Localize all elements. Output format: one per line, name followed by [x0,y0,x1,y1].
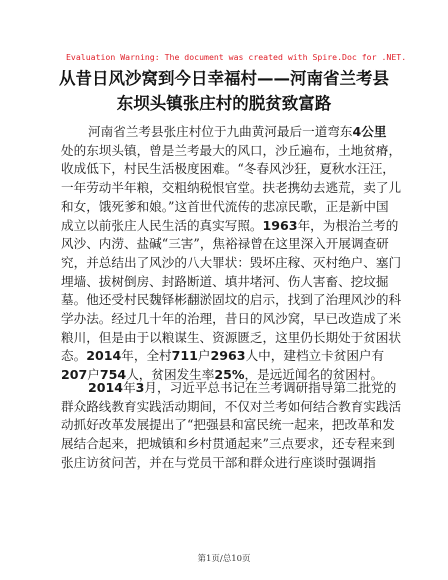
text-run: 墓。他还受村民魏铎彬翻淤固坟的启示，找到了治理风沙的科 [61,292,402,308]
paragraph-2-line [61,417,395,433]
text-run: 和女，饿死爹和娘。”这首世代流传的悲凉民歌，正是新中国 [61,198,389,214]
text-run: 成立以前张庄人民生活的真实写照。 [61,217,263,233]
text-run: 究，并总结出了风沙的八大罪状：毁坏庄稼、灭村绝户、塞门 [61,254,402,270]
paragraph-2-line [61,399,401,415]
text-run: 埋墙、拔树倒房、封路断道、填井堵河、伤人害畜、挖坟掘 [61,273,389,289]
text-run: 态。 [61,348,87,364]
bold-number: 207 [61,367,88,383]
bold-number: 711 [171,348,198,364]
paragraph-1-line [61,143,401,159]
document-title-line-2: 东坝头镇张庄村的脱贫致富路 [116,94,332,113]
paragraph-1-line [61,311,401,327]
bold-number: 4公里 [352,124,387,139]
text-run: 学办法。经过几十年的治理，昔日的风沙窝，早已改造成了米 [61,311,402,326]
text-run: 户 [87,367,100,383]
paragraph-1-line [61,348,384,364]
paragraph-2-line [61,455,376,471]
text-run: 河南省兰考县张庄村位于九曲黄河最后一道弯东 [88,124,353,139]
text-run: 收成低下，村民生活极度困难。“冬春风沙狂，夏秋水汪汪， [61,161,395,177]
text-run: 年，全村 [121,348,172,364]
bold-number: 2014 [88,380,124,395]
paragraph-2-line [88,380,396,396]
paragraph-1-line [61,292,401,308]
text-run: ，是远近闻名的贫困村。 [244,367,384,383]
text-run: 处的东坝头镇，曾是兰考最大的风口，沙丘遍布，土地贫瘠， [61,142,402,158]
text-run: 年 [123,380,136,395]
text-run: 月，习近平总书记在兰考调研指导第二批党的 [144,380,397,395]
paragraph-1-line [61,199,389,215]
paragraph-2-line [61,436,395,452]
paragraph-1-line [61,274,388,290]
text-run: 动抓好改革发展提出了“把强县和富民统一起来，把改革和发 [61,417,395,433]
bold-number: 2014 [86,348,122,364]
paragraph-1-line [61,330,401,346]
paragraph-1-line [88,124,386,140]
text-run: 风沙、内涝、盐碱“三害”，焦裕禄曾在这里深入开展调查研 [61,236,389,252]
text-run: 一年劳动半年粮，交粗纳税恨官堂。扶老携幼去逃荒，卖了儿 [61,180,402,196]
text-run: 户 [197,348,211,364]
paragraph-1-line [61,180,401,196]
bold-number: 754 [99,367,127,383]
paragraph-1-line [61,255,401,271]
text-run: 群众路线教育实践活动期间，不仅对兰考如何结合教育实践活 [61,398,402,414]
text-run: 张庄访贫问苦，并在与党员干部和群众进行座谈时强调指 [61,454,376,470]
evaluation-watermark: Evaluation Warning: The document was created with Spire.Doc for .NET. [66,52,407,62]
page-footer: 第1页/总10页 [197,554,251,564]
text-run: 人中，建档立卡贫困户有 [245,348,385,364]
document-title-line-1: 从昔日风沙窝到今日幸福村——河南省兰考县 [59,69,389,88]
bold-number: 2963 [210,348,246,364]
text-run: 展结合起来，把城镇和乡村贯通起来”三点要求，还专程来到 [61,436,395,452]
text-run: 年，为根治兰考的 [297,217,399,233]
paragraph-1-line [61,236,389,252]
bold-number: 25% [214,367,245,383]
bold-number: 3 [135,380,145,395]
paragraph-1-line [61,161,395,177]
bold-number: 1963 [262,217,298,233]
paragraph-1-line [61,218,398,234]
text-run: 粮川，但是由于以粮谋生、资源匮乏，这里仍长期处于贫困状 [61,329,402,345]
text-run: 人，贫困发生率 [126,367,215,383]
